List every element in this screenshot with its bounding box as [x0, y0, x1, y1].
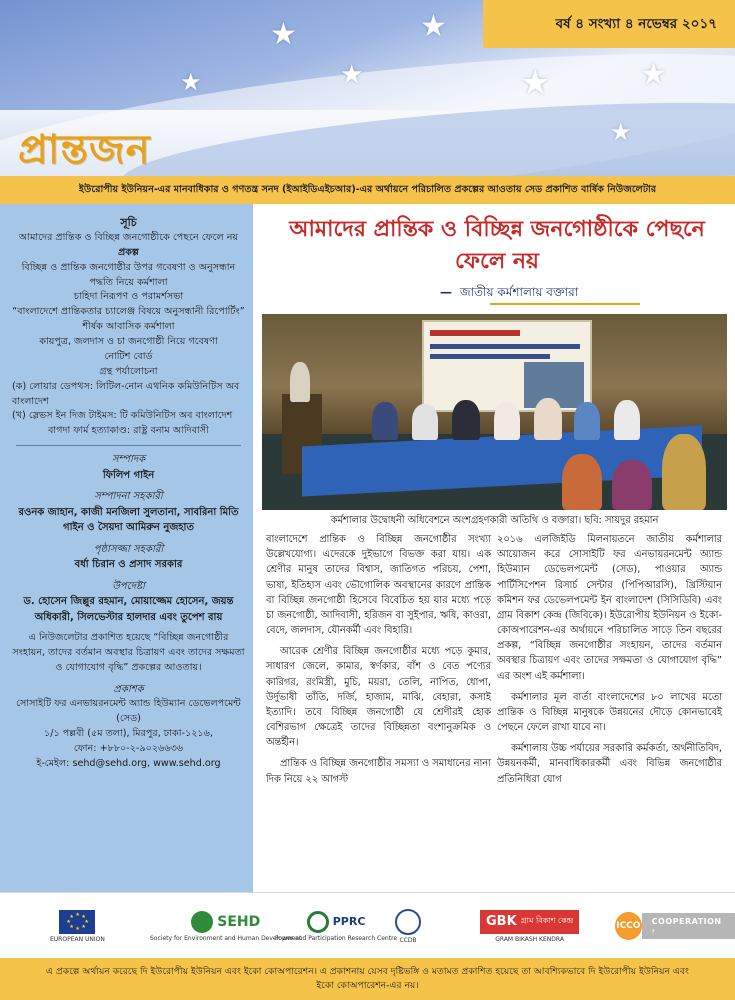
partner-logo-strip	[0, 892, 735, 958]
gbk-logo	[480, 903, 579, 949]
toc-item[interactable]: বাগদা ফার্ম হত্যাকাণ্ড: রাষ্ট্র বনাম আদিবাসী	[48, 425, 209, 437]
article-headline: আমাদের প্রান্তিক ও বিচ্ছিন্ন জনগোষ্ঠীকে পেছনে ফেলে নয়	[289, 217, 705, 274]
gbk-logo-subtext: GRAM BIKASH KENDRA	[495, 935, 564, 943]
eu-star-icon: ★	[420, 9, 447, 44]
toc-item[interactable]: “বাংলাদেশে প্রান্তিকতার চ্যালেঞ্জ বিষয়ে অনুসন্ধানী রিপোর্টিং” শীর্ষক আবাসিক কর্মশালা	[12, 306, 245, 333]
ccdb-logo	[395, 903, 421, 949]
publisher-phone: ফোন: +৮৮০-২-৯০২৬৬৩৬	[73, 742, 184, 754]
toc-title: সূচি	[120, 216, 137, 229]
layout-label: পৃষ্ঠাসজ্জা সহকারী	[93, 543, 164, 555]
newsletter-title: প্রান্তজন	[18, 127, 151, 173]
eu-star-icon: ★	[270, 17, 297, 52]
photo-person	[290, 362, 310, 402]
byline-underline	[490, 303, 640, 305]
workshop-photo	[262, 314, 727, 510]
subtitle-bar	[0, 176, 735, 204]
photo-caption: কর্মশালার উদ্বোধনী অধিবেশনে অংশগ্রহণকারী অতিথি ও বক্তারা। ছবি: সায়দুর রহমান	[330, 515, 659, 526]
photo-person	[562, 454, 602, 510]
sidebar-divider	[16, 445, 241, 446]
publisher-email[interactable]: ই-মেইল: sehd@sehd.org, www.sehd.org	[36, 757, 221, 769]
byline-text: জাতীয় কর্মশালায় বক্তারা	[459, 285, 579, 299]
article-paragraph: বাংলাদেশে প্রান্তিক ও বিচ্ছিন্ন জনগোষ্ঠীর সংখ্যা উল্লেখযোগ্য। এদেরকে দুইভাগে বিভক্ত করা যায়। এক শ্রেণীর মানুষ তাদের বিশ্বাস, জাতিগত পরিচয়, পেশা, ভাষা, ইতিহাস এবং ভৌগোলিক অবস্থানের কারণে প্রান্তিক বা বিচ্ছিন্ন জনগোষ্ঠী হিসেবে বিবেচিত হয় যার মধ্যে পড়ে চা জনগোষ্ঠী, আদিবাসী, হরিজন বা সুইপার, ঋষি, কাওরা, বেদে, জলদাস, যৌনকর্মী এবং বিহারি।	[266, 534, 491, 637]
article-paragraph: প্রান্তিক ও বিচ্ছিন্ন জনগোষ্ঠীর সমস্যা ও সমাধানের নানা দিক নিয়ে ২২ আগস্ট	[266, 758, 491, 785]
article-column-1	[266, 532, 491, 793]
editor-label: সম্পাদক	[111, 454, 146, 466]
gbk-logo-bengali: গ্রাম বিকাশ কেন্দ্র	[520, 916, 574, 925]
photo-person	[494, 402, 520, 440]
photo-person	[614, 400, 640, 440]
publisher-name: সোসাইটি ফর এনভায়রনমেন্ট অ্যান্ড হিউম্যান ডেভেলপমেন্ট (সেড)	[16, 698, 241, 725]
editor-name: ফিলিপ গাইন	[102, 469, 155, 481]
assistant-names: রওনক জাহান, কাজী মনজিলা সুলতানা, সাবরিনা মিতি গাইন ও সৈয়দা আমিরুন নুজহাত	[18, 506, 239, 534]
toc-item[interactable]: কায়পুত্র, জলদাস ও চা জনগোষ্ঠী নিয়ে গবেষণা	[39, 336, 218, 348]
masthead	[0, 0, 735, 176]
photo-person	[412, 404, 438, 440]
eu-flag-icon: ★ ★ ★ ★ ★ ★ ★ ★	[59, 910, 95, 934]
toc-book-item[interactable]: (ক) লোয়ার ডেপথস: লিটিল-নোন এথনিক কমিউনিটিস অব বাংলাদেশ	[12, 380, 240, 407]
photo-banner	[422, 320, 592, 412]
article-paragraph: কর্মশালার মূল বার্তা বাংলাদেশের ৮০ লাখের মতো প্রান্তিক ও বিচ্ছিন্ন মানুষকে উন্নয়নের দৌড়ে কোনভাবেই পেছনে ফেলে রাখা যাবে না।	[497, 691, 722, 734]
article-column-2	[497, 532, 722, 793]
photo-person	[452, 400, 480, 440]
byline-dash: —	[440, 285, 452, 299]
advisor-names: ড. হোসেন জিল্লুর রহমান, মোয়াজ্জেম হোসেন, জয়ন্ত অধিকারী, সিলভেস্টার হালদার এবং তুপেশ রায়	[23, 596, 234, 623]
article-paragraph: আরেক শ্রেণীর বিচ্ছিন্ন জনগোষ্ঠীর মধ্যে পড়ে কুমার, সাধারণ জেলে, কামার, স্বর্ণকার, বাঁশ ও বেত পণ্যের কারিগর, রংমিস্ত্রী, মুচি, ময়রা, তেলি, নাপিত, ধোপা, উর্দুভাষী তাঁতি, দর্জি, হাজাম, মাঝি, বেহারা, কসাই ইত্যাদি। তবে বিচ্ছিন্ন জনগোষ্ঠী যে শ্রেণীরই হোক বেশিরভাগ ক্ষেত্রেই তাদের বিচ্ছিন্নতা বংশানুক্রমিক ও অন্তর্হীন।	[266, 646, 491, 749]
eu-star-icon: ★	[520, 63, 551, 103]
toc-item[interactable]: বিচ্ছিন্ন ও প্রান্তিক জনগোষ্ঠীর উপর গবেষণা ও অনুসন্ধান পদ্ধতি নিয়ে কর্মশালা	[21, 261, 236, 288]
pprc-logo	[275, 903, 397, 949]
issue-box	[483, 0, 735, 48]
assistant-label: সম্পাদনা সহকারী	[94, 491, 163, 503]
layout-names: বর্ধা চিরান ও প্রসাদ সরকার	[74, 559, 183, 571]
coop-logo-text: COOPERATION ›	[642, 913, 735, 939]
photo-person	[662, 434, 706, 510]
publisher-label: প্রকাশক	[113, 683, 144, 695]
photo-person	[574, 402, 600, 440]
article-byline	[440, 284, 578, 304]
photo-person	[372, 402, 398, 440]
project-note: এ নিউজলেটার প্রকাশিত হয়েছে “বিচ্ছিন্ন জনগোষ্ঠীর সংহায়ন, তাদের বর্তমান অবস্থার চিত্রায়ণ এবং তাদের সক্ষমতা ও যোগাযোগ বৃদ্ধি” প্রকল্পের আওতায়।	[12, 632, 245, 673]
gbk-logo-text: GBK	[486, 914, 517, 929]
sehd-leaf-icon	[191, 911, 213, 933]
toc-item[interactable]: আমাদের প্রান্তিক ও বিচ্ছিন্ন জনগোষ্ঠীকে পেছনে ফেলে নয়	[18, 232, 239, 244]
eu-star-icon: ★	[640, 57, 667, 92]
eu-star-icon: ★	[610, 118, 632, 146]
funding-disclaimer: এ প্রকল্পে অর্থায়ন করেছে দি ইউরোপীয় ইউনিয়ন এবং ইকো কোঅপারেশন। এ প্রকাশনায় যেসব দৃষ্টিভঙ্গি ও মতামত প্রকাশিত হয়েছে তা আবশ্যিকভাবে দি ইউরোপীয় ইউনিয়ন এবং ইকো কোঅপারেশন-এর নয়।	[0, 958, 735, 1000]
issue-info: বর্ষ ৪ সংখ্যা ৪ নভেম্বর ২০১৭	[555, 15, 717, 32]
toc-section: প্রকল্প	[118, 246, 139, 258]
sehd-logo-subtext: Society for Environment and Human Development	[150, 934, 302, 942]
article-paragraph: কর্মশালায় উচ্চ পর্যায়ের সরকারি কর্মকর্তা, অর্থনীতিবিদ, উন্নয়নকর্মী, মানবাধিকারকর্মী এবং বিভিন্ন জনগোষ্ঠীর প্রতিনিধিরা যোগ	[497, 743, 722, 785]
sehd-logo-text: SEHD	[217, 913, 261, 930]
sidebar	[0, 204, 253, 892]
toc-item[interactable]: নোটিশ বোর্ড	[104, 350, 153, 362]
pprc-logo-text: PPRC	[332, 915, 366, 928]
advisor-label: উপদেষ্টা	[112, 580, 145, 592]
photo-person	[612, 460, 652, 510]
article-paragraph: ২০১৬ এলজিইডি মিলনায়তনে জাতীয় কর্মশালার আয়োজন করে সোসাইটি ফর এনভায়রনমেন্ট অ্যান্ড হিউম্যান ডেভেলপমেন্ট (সেড), পাওয়ার অ্যান্ড পার্টিসিপেশন রিসার্চ সেন্টার (পিপিআরসি), খ্রিস্টিয়ান কমিশন ফর ডেভেলপমেন্ট ইন বাংলাদেশ (সিসিডিবি) এবং গ্রাম বিকাশ কেন্দ্র (জিবিকে)। ইউরোপীয় ইউনিয়ন ও ইকো-কোঅপারেশন-এর অর্থায়নে পরিচালিত সাড়ে তিন বছরের প্রকল্প, “বিচ্ছিন্ন জনগোষ্ঠীর সংহায়ন, তাদের বর্তমান অবস্থার চিত্রায়ণ এবং তাদের সক্ষমতা ও যোগাযোগ বৃদ্ধি” এর অংশ এই কর্মশালা।	[497, 534, 722, 682]
ccdb-emblem-icon	[395, 909, 421, 935]
eu-star-icon: ★	[340, 60, 364, 90]
photo-person	[534, 398, 562, 440]
publisher-address: ১/১ পল্লবী (৫ম তলা), মিরপুর, ঢাকা-১২১৬,	[44, 727, 213, 739]
icco-logo-text: ICCO	[615, 912, 642, 940]
toc-item[interactable]: গ্রন্থ পর্যালোচনা	[99, 365, 158, 377]
eu-logo	[50, 903, 105, 949]
toc-item[interactable]: চাহিদা নিরূপণ ও পরামর্শসভা	[73, 291, 184, 303]
newsletter-subtitle: ইউরোপীয় ইউনিয়ন-এর মানবাধিকার ও গণতন্ত্র সনদ (ইআইডিএইচআর)-এর অর্থায়নে পরিচালিত প্রকল্পের আওতায় সেড প্রকাশিত বার্ষিক নিউজলেটার	[78, 183, 657, 195]
pprc-logo-subtext: Power and Participation Research Centre	[275, 934, 398, 942]
eu-logo-text: EUROPEAN UNION	[50, 935, 105, 943]
icco-logo	[615, 903, 735, 949]
eu-star-icon: ★	[180, 68, 202, 96]
toc-book-item[interactable]: (খ) স্লেভস ইন দিজ টাইমস: টি কমিউনিটিস অব বাংলাদেশ	[12, 410, 233, 422]
ccdb-logo-text: CCDB	[399, 936, 417, 944]
pprc-ring-icon	[307, 911, 329, 933]
